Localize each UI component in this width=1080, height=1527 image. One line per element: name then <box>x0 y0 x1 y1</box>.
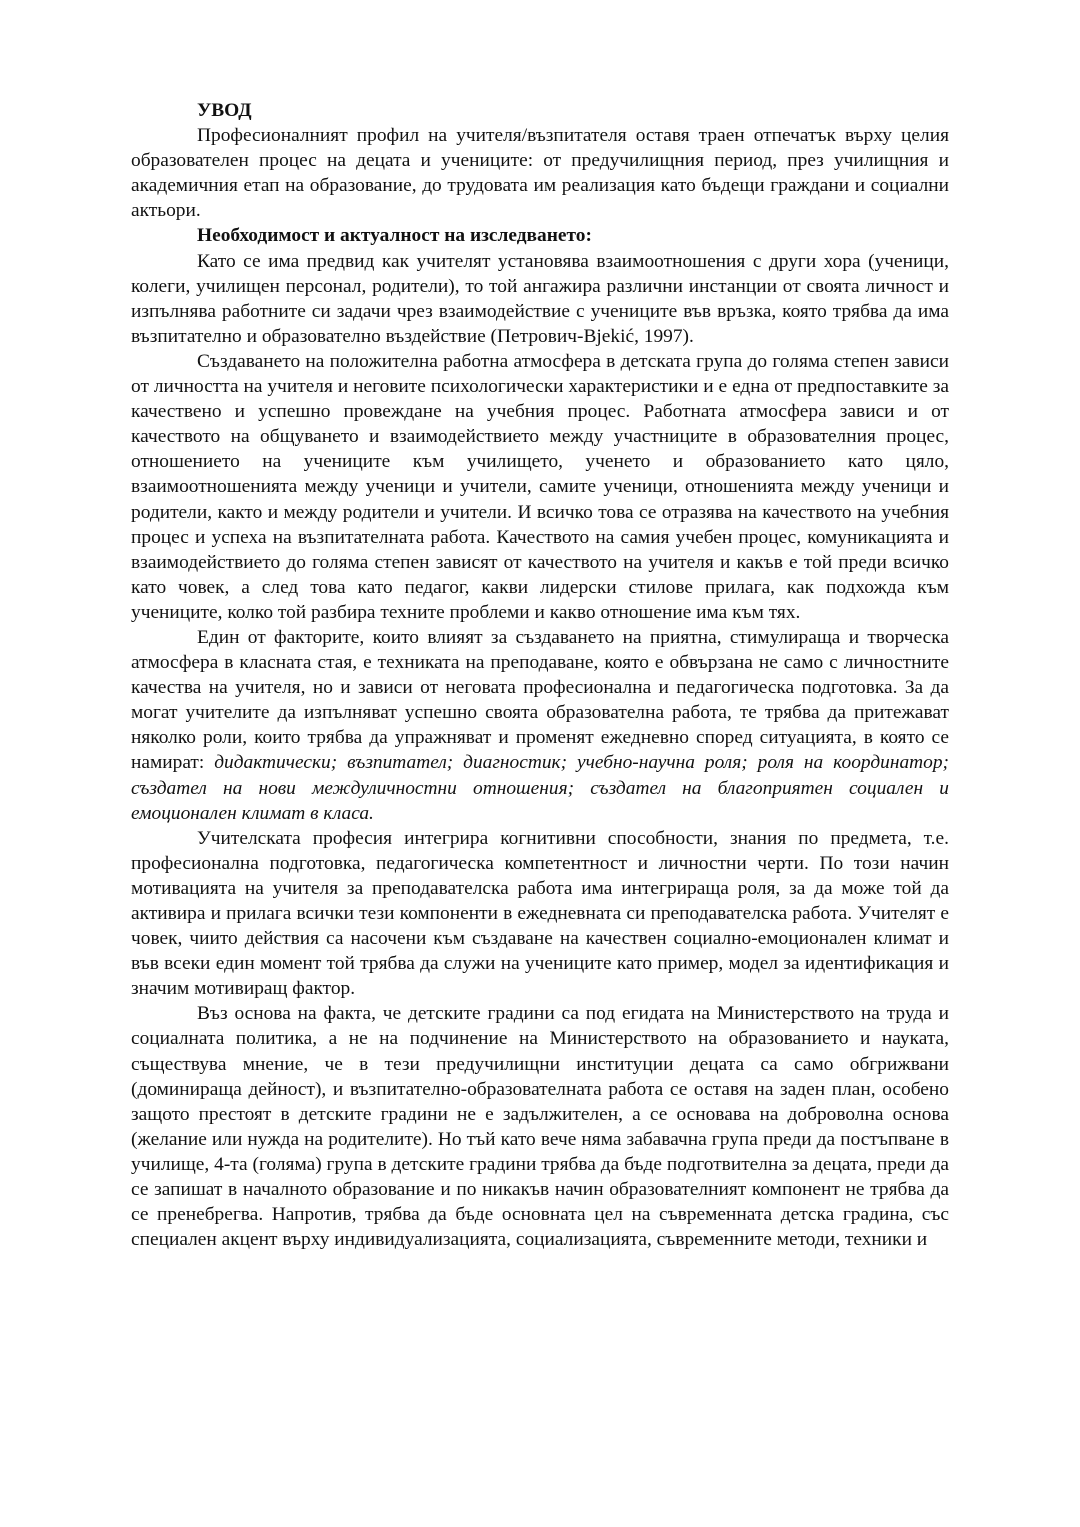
paragraph-3-text: Един от факторите, които влияят за създаването на приятна, стимулираща и творческа атмосфера в класната стая, е техниката на преподаване, която е обвързана не само с личностните качества на учителя, но и зависи от неговата професионална и педагогическа подготовка. За да могат учителите да изпълняват успешно своята образователна работа, те трябва да притежават няколко роли, които трябва да упражняват и променят ежедневно според ситуацията, в която се намират: <box>131 626 949 774</box>
paragraph-1: Като се има предвид как учителят установява взаимоотношения с други хора (ученици, колеги, училищен персонал, родители), то той ангажира различни инстанции от своята личност и изпълнява работните си задачи чрез взаимодействие с учениците във връзка, която трябва да има възпитателно и образователно въздействие (Петрович-Bjekić, 1997). <box>131 250 949 347</box>
paragraph-2: Създаването на положителна работна атмосфера в детската група до голяма степен зависи от личността на учителя и неговите психологически характеристики и е една от предпоставките за качествено и успешно провеждане на учебния процес. Работната атмосфера зависи и от качеството на общуването и взаимодействието между участниците в образователния процес, отношението на учениците към училището, ученето и образованието като цяло, взаимоотношенията между ученици и учители, самите ученици, отношенията между ученици и родители, както и между родители и учители. И всичко това се отразява на качеството на учебния процес и успеха на възпитателната работа. Качеството на самия учебен процес, комуникацията и взаимодействието до голяма степен зависят от качеството на учителя и какъв е той преди всичко като човек, а след това като педагог, какви лидерски стилове прилага, как подхожда към учениците, колко той разбира техните проблеми и какво отношение има към тях. <box>131 350 949 623</box>
paragraph-4: Учителската професия интегрира когнитивни способности, знания по предмета, т.е. професионална подготовка, педагогическа компетентност и личностни черти. По този начин мотивацията на учителя за преподавателска работа има интегрираща роля, за да може той да активира и прилага всички тези компоненти в ежедневната си преподавателска работа. Учителят е човек, чиито действия са насочени към създаване на качествен социално-емоционален климат и във всеки един момент той трябва да служи на учениците като пример, модел за идентификация и значим мотивиращ фактор. <box>131 827 949 1000</box>
intro-paragraph: Професионалният профил на учителя/възпитателя оставя траен отпечатък върху целия образователен процес на децата и учениците: от предучилищния период, през училищния и академичния етап на образование, до трудовата им реализация като бъдещи граждани и социални актьори. <box>131 125 949 222</box>
paragraph-5: Въз основа на факта, че детските градини са под егидата на Министерството на труда и социалната политика, а не на подчинение на Министерството на образованието и науката, съществува мнение, че в тези предучилищни институции децата са само обгрижвани (доминираща дейност), и възпитателно-образователната работа се оставя на заден план, особено защото престоят в детските градини не е задължителен, а се основава на доброволна основа (желание или нужда на родителите). Но тъй като вече няма забавачна група преди да постъпване в училище, 4-та (голяма) група в детските градини трябва да бъде подготвителна за децата, преди да се запишат в началното образование и по никакъв начин образователният компонент не трябва да се пренебрегва. Напротив, трябва да бъде основната цел на съвременната детска градина, със специален акцент върху индивидуализацията, социализацията, съвременните методи, техники и <box>131 1003 949 1251</box>
paragraph-3 <box>131 625 949 826</box>
section-heading: Необходимост и актуалност на изследването: <box>197 225 592 247</box>
document-title: УВОД <box>197 100 252 121</box>
document-page <box>131 98 949 1252</box>
paragraph-3-italic-roles: дидактически; възпитател; диагностик; учебно-научна роля; роля на координатор; създател на нови междуличностни отношения; създател на благоприятен социален и емоционален климат в класа. <box>131 752 949 824</box>
